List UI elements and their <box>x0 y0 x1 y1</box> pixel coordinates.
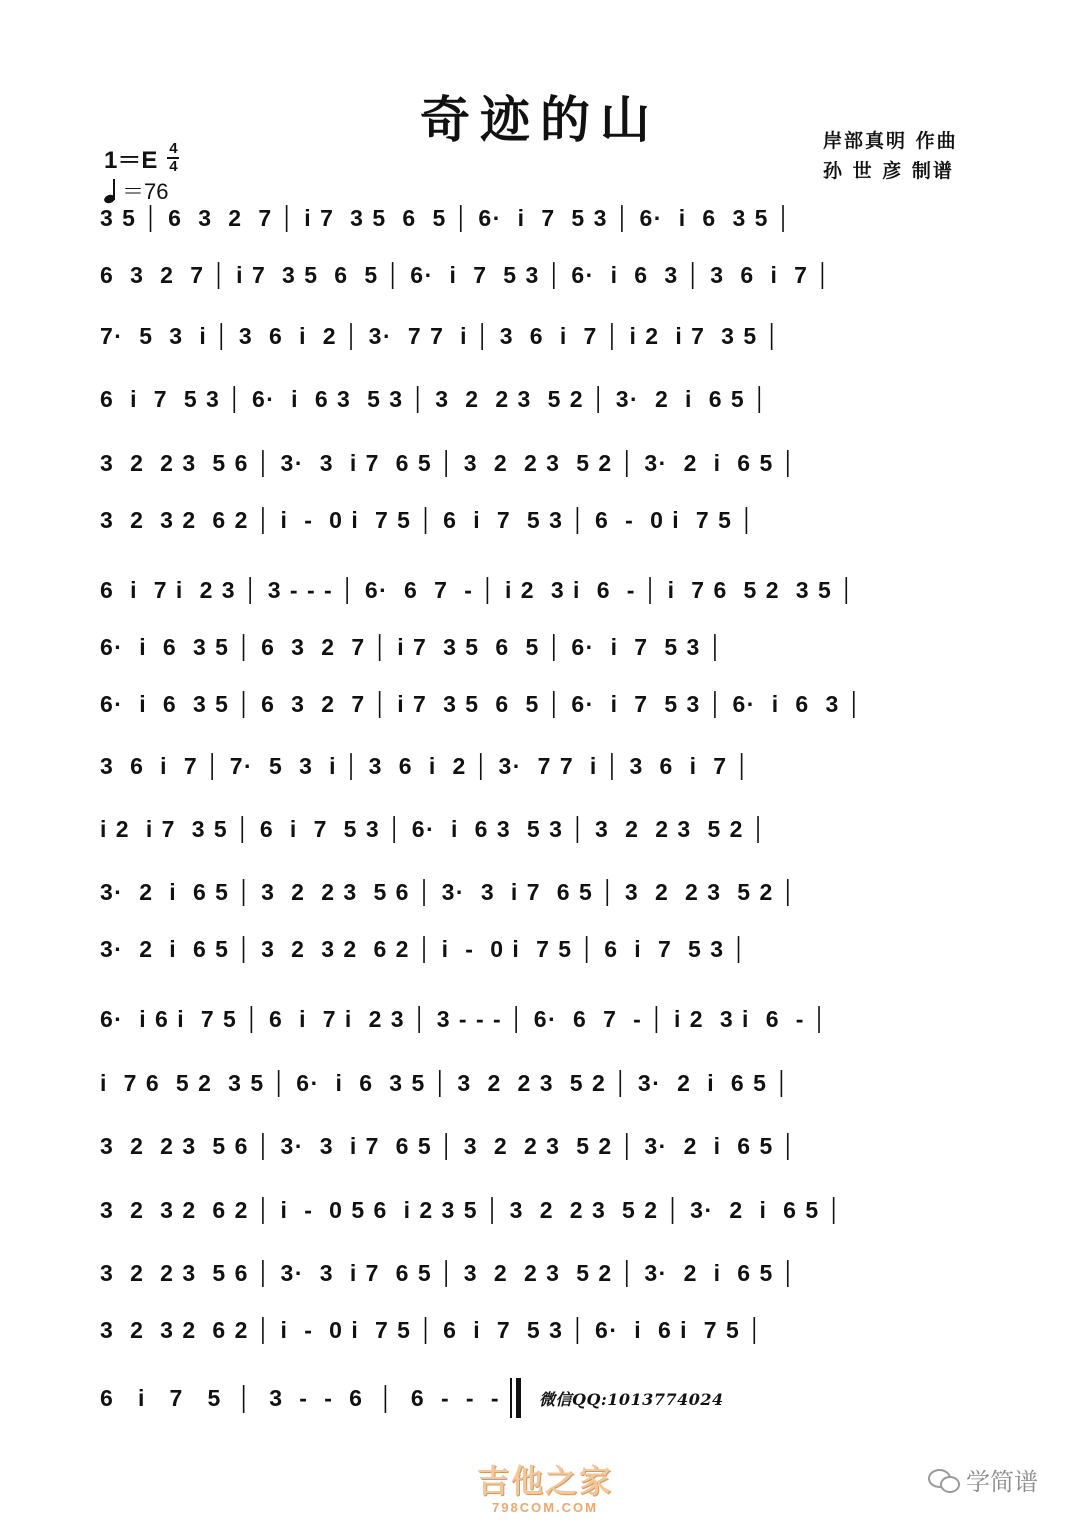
score-line: 3 2 2 3 5 6 │ 3· 3 i 7 6 5 │ 3 2 2 3 5 2 │ 3· 2 i 6 5 │ <box>100 1260 798 1286</box>
score-line: 6 3 2 7 │ i 7 3 5 6 5 │ 6· i 7 5 3 │ 6· i 6 3 │ 3 6 i 7 │ <box>100 262 833 288</box>
quarter-note-icon <box>104 179 118 203</box>
score-line: 7· 5 3 i │ 3 6 i 2 │ 3· 7 7 i │ 3 6 i 7 │ i 2 i 7 3 5 │ <box>100 323 782 349</box>
final-score-line <box>100 1378 985 1418</box>
site-url: 798COM.COM <box>492 1500 598 1515</box>
score-line: 3 5 │ 6 3 2 7 │ i 7 3 5 6 5 │ 6· i 7 5 3 │ 6· i 6 3 5 │ <box>100 205 793 231</box>
score-line: 6· i 6 i 7 5 │ 6 i 7 i 2 3 │ 3 - - - │ 6· 6 7 - │ i 2 3 i 6 - │ <box>100 1006 829 1032</box>
score-line: 3 2 3 2 6 2 │ i - 0 i 7 5 │ 6 i 7 5 3 │ 6· i 6 i 7 5 │ <box>100 1317 765 1343</box>
key-label: 1＝E <box>104 147 158 174</box>
score-line: i 2 i 7 3 5 │ 6 i 7 5 3 │ 6· i 6 3 5 3 │ 3 2 2 3 5 2 │ <box>100 816 768 842</box>
tempo-marking <box>104 175 168 206</box>
score-line: 6· i 6 3 5 │ 6 3 2 7 │ i 7 3 5 6 5 │ 6· i 7 5 3 │ 6· i 6 3 │ <box>100 691 864 717</box>
time-denominator: 4 <box>169 157 178 175</box>
score-line: 3· 2 i 6 5 │ 3 2 3 2 6 2 │ i - 0 i 7 5 │ 6 i 7 5 3 │ <box>100 936 749 962</box>
key-signature <box>104 140 179 175</box>
account-name: 学简谱 <box>966 1468 1038 1496</box>
account-watermark <box>928 1462 1038 1497</box>
score-line: 3 6 i 7 │ 7· 5 3 i │ 3 6 i 2 │ 3· 7 7 i │ 3 6 i 7 │ <box>100 753 752 779</box>
score-line: i 7 6 5 2 3 5 │ 6· i 6 3 5 │ 3 2 2 3 5 2 │ 3· 2 i 6 5 │ <box>100 1070 792 1096</box>
final-notes: 6 i 7 5 │ 3 - - 6 │ 6 - - - <box>100 1384 500 1411</box>
wechat-icon <box>928 1467 960 1493</box>
score-line: 3 2 3 2 6 2 │ i - 0 i 7 5 │ 6 i 7 5 3 │ 6 - 0 i 7 5 │ <box>100 507 757 533</box>
site-watermark <box>470 1456 620 1515</box>
score-line: 6· i 6 3 5 │ 6 3 2 7 │ i 7 3 5 6 5 │ 6· i 7 5 3 │ <box>100 634 725 660</box>
score-line: 6 i 7 5 3 │ 6· i 6 3 5 3 │ 3 2 2 3 5 2 │ 3· 2 i 6 5 │ <box>100 386 769 412</box>
score-line: 3 2 2 3 5 6 │ 3· 3 i 7 6 5 │ 3 2 2 3 5 2 │ 3· 2 i 6 5 │ <box>100 450 798 476</box>
score-line: 6 i 7 i 2 3 │ 3 - - - │ 6· 6 7 - │ i 2 3 i 6 - │ i 7 6 5 2 3 5 │ <box>100 577 857 603</box>
score-line: 3· 2 i 6 5 │ 3 2 2 3 5 6 │ 3· 3 i 7 6 5 │ 3 2 2 3 5 2 │ <box>100 879 798 905</box>
time-signature <box>167 139 179 175</box>
score-line: 3 2 3 2 6 2 │ i - 0 5 6 i 2 3 5 │ 3 2 2 3 5 2 │ 3· 2 i 6 5 │ <box>100 1197 844 1223</box>
final-barline <box>510 1378 521 1418</box>
score-line: 3 2 2 3 5 6 │ 3· 3 i 7 6 5 │ 3 2 2 3 5 2 │ 3· 2 i 6 5 │ <box>100 1133 798 1159</box>
site-name: 吉他之家 <box>476 1462 613 1500</box>
credits <box>823 126 958 186</box>
composer-credit: 岸部真明 作曲 <box>823 130 958 152</box>
tempo-value: ＝76 <box>122 179 169 204</box>
contact-info: 微信QQ:1013774024 <box>539 1389 724 1409</box>
song-title: 奇迹的山 <box>420 90 660 149</box>
transcriber-credit: 孙 世 彦 制谱 <box>823 160 954 182</box>
time-numerator: 4 <box>169 139 178 157</box>
